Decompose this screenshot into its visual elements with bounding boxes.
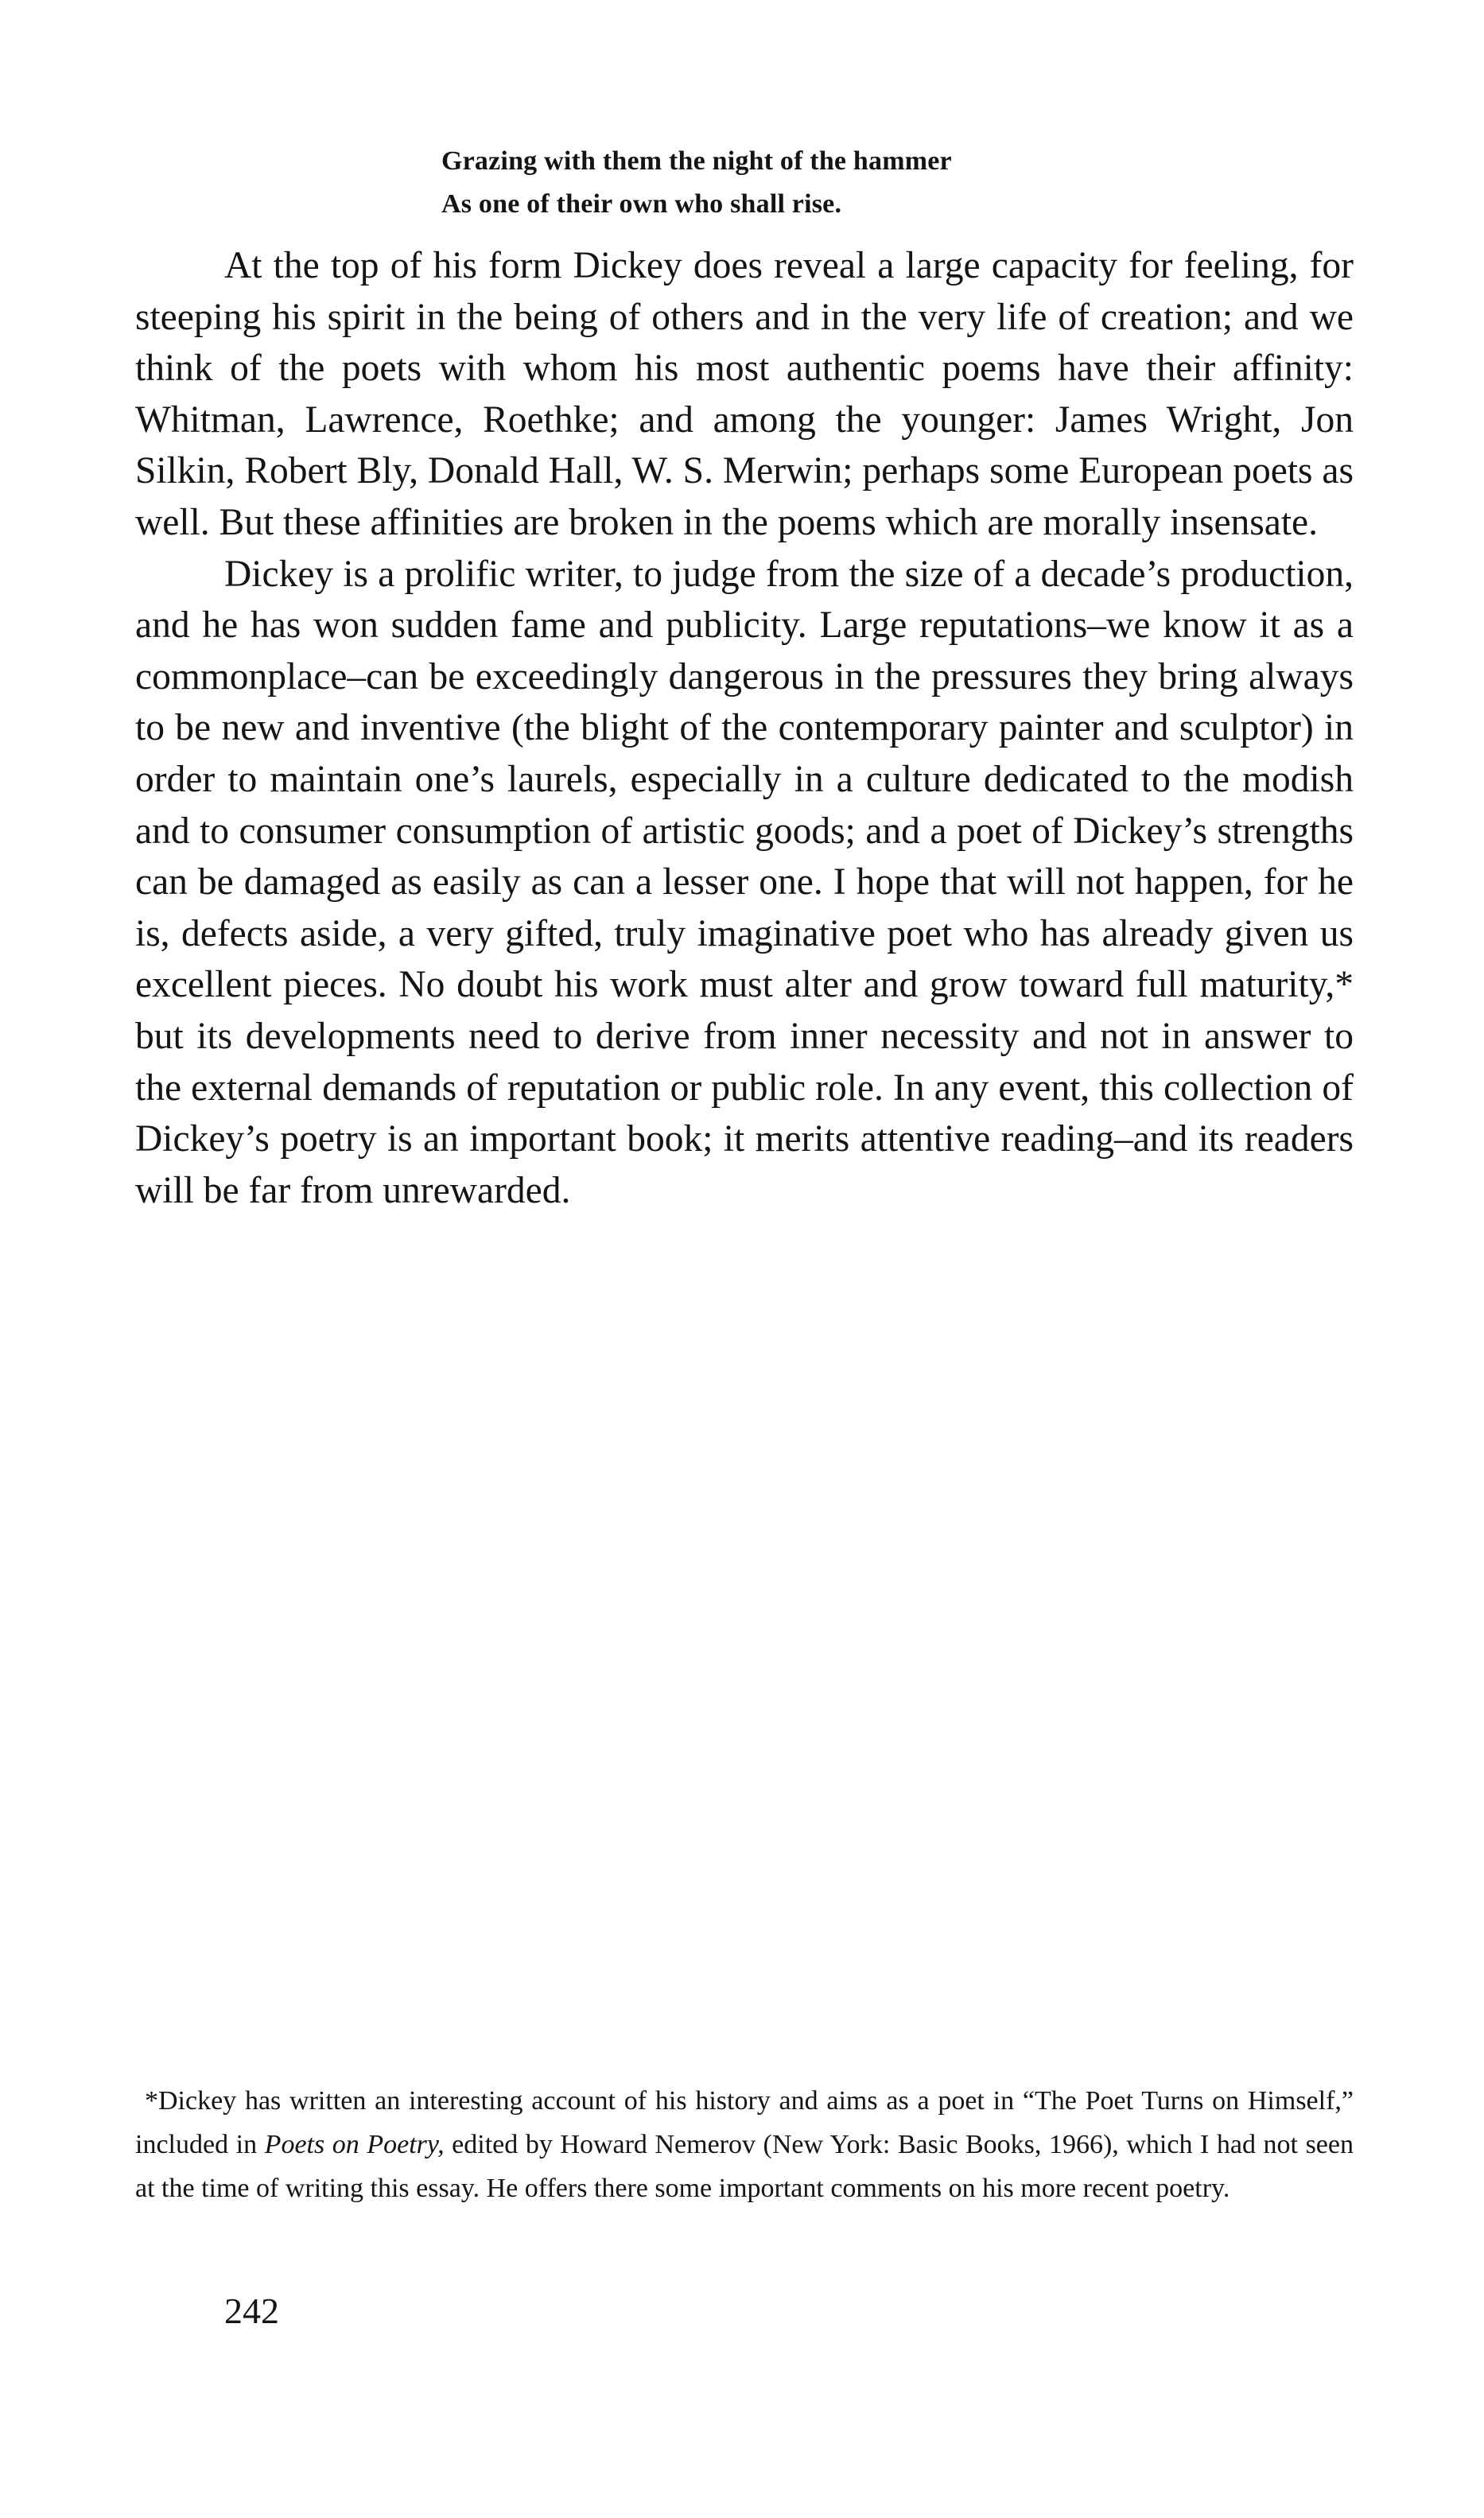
- paragraph-2: Dickey is a prolific writer, to judge from the size of a decade’s production, and he has won sudden fame and publicity. Large reputations–we know it as a commonplace–can be exceedingly dangerous in the pressures they bring always to be new and inventive (the blight of the contemporary painter and sculptor) in order to maintain one’s laurels, especially in a culture dedicated to the modish and to consumer consumption of artistic goods; and a poet of Dickey’s strengths can be damaged as easily as can a lesser one. I hope that will not happen, for he is, defects aside, a very gifted, truly imaginative poet who has already given us excellent pieces. No doubt his work must alter and grow toward full maturity,* but its developments need to derive from inner necessity and not in answer to the external demands of reputation or public role. In any event, this collection of Dickey’s poetry is an important book; it merits attentive reading–and its readers will be far from unrewarded.: [135, 553, 1354, 1211]
- verse-line-1: Grazing with them the night of the hammer: [441, 146, 952, 176]
- verse-quotation: [441, 140, 1157, 226]
- essay-body: [135, 240, 1354, 1216]
- footnote: [135, 2079, 1354, 2210]
- footnote-text-before-title: *Dickey has written an interesting account of his history and aims as a poet in “The Poet Turns on Himself,” included in: [135, 2086, 1354, 2159]
- footnote-text: [135, 2079, 1354, 2210]
- footnote-book-title: Poets on Poetry,: [264, 2130, 445, 2159]
- page-number: 242: [224, 2291, 279, 2331]
- verse-line-2: As one of their own who shall rise.: [441, 189, 842, 219]
- paragraph-1: At the top of his form Dickey does reveal a large capacity for feeling, for steeping his spirit in the being of others and in the very life of creation; and we think of the poets with whom his most authentic poems have their affinity: Whitman, Lawrence, Roethke; and among the younger: James Wright, Jon Silkin, Robert Bly, Donald Hall, W. S. Merwin; perhaps some European poets as well. But these affinities are broken in the poems which are morally insensate.: [135, 245, 1354, 543]
- footnote-text-after-title: edited by Howard Nemerov (New York: Basic Books, 1966), which I had not seen at the time of writing this essay. He offers there some important comments on his more recent poetry.: [135, 2130, 1354, 2203]
